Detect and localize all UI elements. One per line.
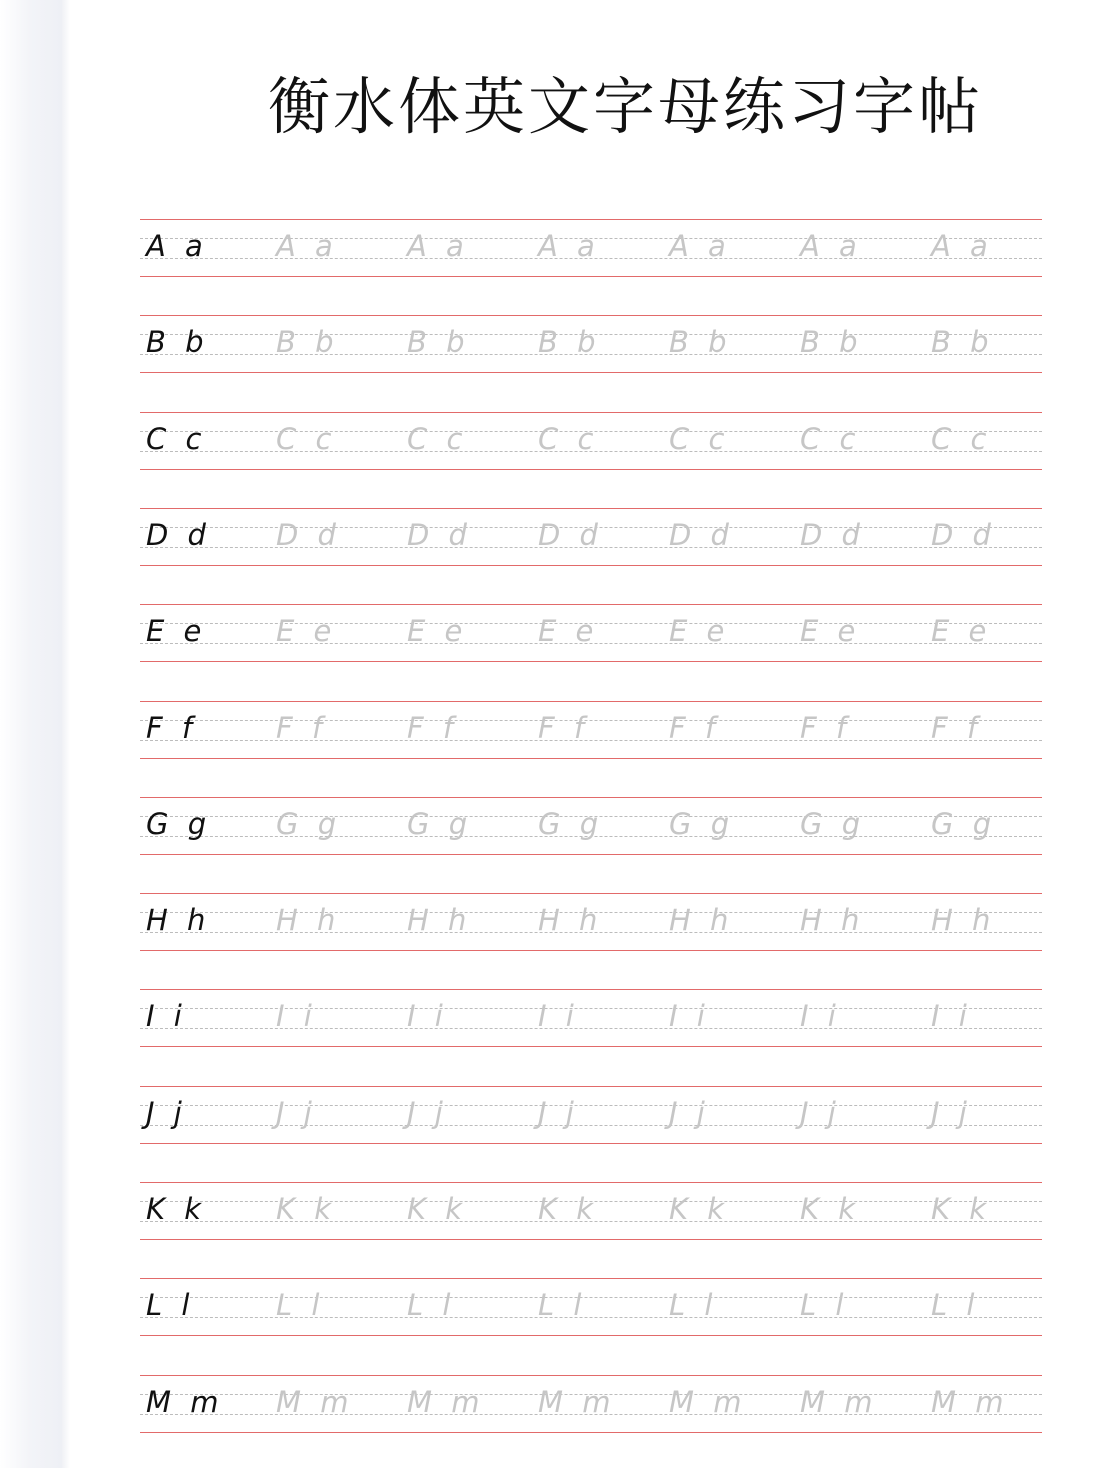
trace-letter-pair: A a <box>538 229 595 263</box>
trace-letter-pair: M m <box>276 1384 349 1419</box>
trace-letter-pair: H h <box>800 903 860 938</box>
trace-letter-pair: A a <box>276 229 333 263</box>
guide-line-top <box>140 604 1042 605</box>
trace-letter-pair: M m <box>800 1384 873 1419</box>
trace-letter-pair: G g <box>538 806 599 841</box>
trace-letter-pair: M m <box>407 1384 480 1419</box>
guide-line-bottom <box>140 276 1042 277</box>
practice-row-l <box>140 1278 1042 1336</box>
guide-line-top <box>140 315 1042 316</box>
guide-line-top <box>140 1278 1042 1279</box>
trace-letter-pair: D d <box>800 517 860 552</box>
guide-line-bottom <box>140 661 1042 662</box>
trace-letter-pair: F f <box>669 710 716 745</box>
practice-row-h <box>140 893 1042 951</box>
trace-letter-pair: B b <box>931 325 989 360</box>
model-letter-pair: K k <box>146 1192 202 1226</box>
trace-letter-pair: B b <box>276 325 334 360</box>
trace-letter-pair: F f <box>931 710 978 745</box>
trace-letter-pair: L l <box>538 1288 582 1323</box>
trace-letter-pair: H h <box>931 903 991 938</box>
trace-letter-pair: A a <box>800 229 857 263</box>
trace-letter-pair: H h <box>538 903 598 938</box>
trace-letter-pair: K k <box>800 1192 856 1226</box>
guide-line-top <box>140 412 1042 413</box>
trace-letter-pair: B b <box>669 325 727 360</box>
model-letter-pair: I i <box>146 999 182 1034</box>
trace-letter-pair: B b <box>538 325 596 360</box>
trace-letter-pair: G g <box>276 806 337 841</box>
guide-line-bottom <box>140 1046 1042 1047</box>
guide-line-bottom <box>140 1432 1042 1433</box>
trace-letter-pair: H h <box>276 903 336 938</box>
trace-letter-pair: L l <box>931 1288 975 1323</box>
guide-line-bottom <box>140 372 1042 373</box>
trace-letter-pair: I i <box>800 999 836 1034</box>
practice-row-d <box>140 508 1042 566</box>
model-letter-pair: B b <box>146 325 204 360</box>
guide-line-top <box>140 989 1042 990</box>
practice-row-f <box>140 701 1042 759</box>
trace-letter-pair: D d <box>276 517 336 552</box>
trace-letter-pair: H h <box>669 903 729 938</box>
trace-letter-pair: F f <box>538 710 585 745</box>
model-letter-pair: E e <box>146 614 202 649</box>
trace-letter-pair: D d <box>669 517 729 552</box>
trace-letter-pair: E e <box>931 614 987 649</box>
trace-letter-pair: G g <box>669 806 730 841</box>
trace-letter-pair: B b <box>800 325 858 360</box>
trace-letter-pair: K k <box>538 1192 594 1226</box>
trace-letter-pair: I i <box>538 999 574 1034</box>
trace-letter-pair: J j <box>538 1095 574 1130</box>
guide-line-top <box>140 1086 1042 1087</box>
trace-letter-pair: K k <box>407 1192 463 1226</box>
trace-letter-pair: G g <box>800 806 861 841</box>
trace-letter-pair: E e <box>407 614 463 649</box>
trace-letter-pair: I i <box>931 999 967 1034</box>
model-letter-pair: H h <box>146 903 206 938</box>
model-letter-pair: D d <box>146 517 206 552</box>
practice-sheet <box>140 0 1042 1468</box>
page-title: 衡水体英文字母练习字帖 <box>268 70 984 143</box>
trace-letter-pair: I i <box>669 999 705 1034</box>
trace-letter-pair: F f <box>276 710 323 745</box>
trace-letter-pair: H h <box>407 903 467 938</box>
trace-letter-pair: A a <box>669 229 726 263</box>
trace-letter-pair: I i <box>276 999 312 1034</box>
practice-row-j <box>140 1086 1042 1144</box>
trace-letter-pair: G g <box>407 806 468 841</box>
guide-line-bottom <box>140 854 1042 855</box>
trace-letter-pair: K k <box>276 1192 332 1226</box>
trace-letter-pair: M m <box>931 1384 1004 1419</box>
trace-letter-pair: F f <box>800 710 847 745</box>
trace-letter-pair: J j <box>800 1095 836 1130</box>
trace-letter-pair: L l <box>276 1288 320 1323</box>
trace-letter-pair: G g <box>931 806 992 841</box>
practice-row-a <box>140 219 1042 277</box>
guide-line-top <box>140 797 1042 798</box>
trace-letter-pair: C c <box>800 421 856 456</box>
trace-letter-pair: L l <box>407 1288 451 1323</box>
model-letter-pair: A a <box>146 229 203 263</box>
guide-line-top <box>140 219 1042 220</box>
model-letter-pair: C c <box>146 421 202 456</box>
trace-letter-pair: E e <box>276 614 332 649</box>
model-letter-pair: L l <box>146 1288 190 1323</box>
guide-line-top <box>140 893 1042 894</box>
model-letter-pair: M m <box>146 1384 219 1419</box>
guide-line-bottom <box>140 758 1042 759</box>
trace-letter-pair: C c <box>538 421 594 456</box>
guide-line-bottom <box>140 469 1042 470</box>
trace-letter-pair: E e <box>800 614 856 649</box>
model-letter-pair: F f <box>146 710 193 745</box>
trace-letter-pair: E e <box>538 614 594 649</box>
trace-letter-pair: D d <box>931 517 991 552</box>
guide-line-bottom <box>140 950 1042 951</box>
trace-letter-pair: K k <box>669 1192 725 1226</box>
trace-letter-pair: L l <box>800 1288 844 1323</box>
guide-line-bottom <box>140 1143 1042 1144</box>
guide-line-bottom <box>140 565 1042 566</box>
guide-line-top <box>140 1375 1042 1376</box>
model-letter-pair: G g <box>146 806 207 841</box>
trace-letter-pair: J j <box>276 1095 312 1130</box>
guide-line-bottom <box>140 1335 1042 1336</box>
practice-row-i <box>140 989 1042 1047</box>
practice-row-e <box>140 604 1042 662</box>
trace-letter-pair: A a <box>931 229 988 263</box>
practice-row-m <box>140 1375 1042 1433</box>
guide-line-top <box>140 508 1042 509</box>
trace-letter-pair: F f <box>407 710 454 745</box>
trace-letter-pair: I i <box>407 999 443 1034</box>
trace-letter-pair: L l <box>669 1288 713 1323</box>
model-letter-pair: J j <box>146 1095 182 1130</box>
trace-letter-pair: D d <box>407 517 467 552</box>
page-left-margin-shadow <box>62 0 70 1468</box>
practice-row-k <box>140 1182 1042 1240</box>
trace-letter-pair: J j <box>931 1095 967 1130</box>
trace-letter-pair: C c <box>276 421 332 456</box>
guide-line-bottom <box>140 1239 1042 1240</box>
practice-row-c <box>140 412 1042 470</box>
trace-letter-pair: C c <box>407 421 463 456</box>
trace-letter-pair: A a <box>407 229 464 263</box>
trace-letter-pair: B b <box>407 325 465 360</box>
trace-letter-pair: M m <box>669 1384 742 1419</box>
guide-line-top <box>140 701 1042 702</box>
page-left-margin-strip <box>0 0 62 1468</box>
trace-letter-pair: E e <box>669 614 725 649</box>
trace-letter-pair: J j <box>669 1095 705 1130</box>
practice-row-g <box>140 797 1042 855</box>
practice-row-b <box>140 315 1042 373</box>
trace-letter-pair: J j <box>407 1095 443 1130</box>
trace-letter-pair: D d <box>538 517 598 552</box>
trace-letter-pair: C c <box>669 421 725 456</box>
trace-letter-pair: K k <box>931 1192 987 1226</box>
trace-letter-pair: M m <box>538 1384 611 1419</box>
trace-letter-pair: C c <box>931 421 987 456</box>
guide-line-top <box>140 1182 1042 1183</box>
